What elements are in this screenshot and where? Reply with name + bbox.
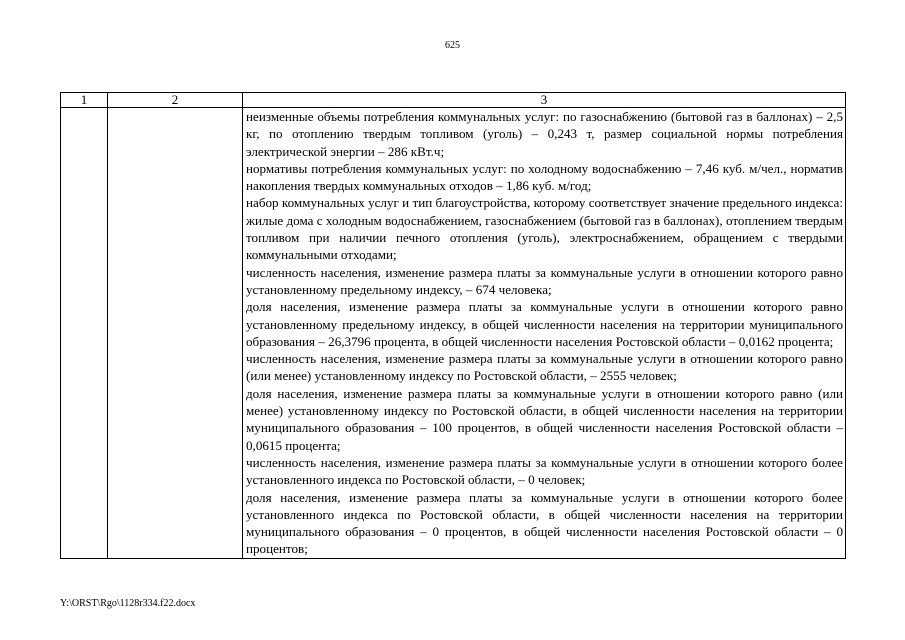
paragraph-population-more: численность населения, изменение размера платы за коммунальные услуги в отношении которого более установленного индекса по Ростовской области, – 0 человек;: [246, 454, 843, 488]
table-row: [61, 108, 846, 559]
footer-file-path: Y:\ORST\Rgo\1128r334.f22.docx: [60, 598, 196, 609]
column-header-3: 3: [243, 93, 846, 108]
paragraph-population-equal: численность населения, изменение размера платы за коммунальные услуги в отношении которого равно установленному предельному индексу, – 674 человека;: [246, 264, 843, 297]
paragraph-share-less: доля населения, изменение размера платы за коммунальные услуги в отношении которого равно (или менее) установленному индексу по Ростовской области, в общей численности населения на территории муниципального образования – 100 процентов, в общей численности населения Ростовской области – 0,0615 процента;: [246, 385, 843, 453]
page-number: 625: [445, 40, 460, 51]
paragraph-consumption-volumes: неизменные объемы потребления коммунальных услуг: по газоснабжению (бытовой газ в баллонах) – 2,5 кг, по отоплению твердым топливом (уголь) – 0,243 т, размер социальной нормы потребления электрической энергии – 286 кВт.ч;: [246, 109, 843, 159]
paragraph-population-less: численность населения, изменение размера платы за коммунальные услуги в отношении которого равно (или менее) установленному индексу по Ростовской области, – 2555 человек;: [246, 351, 843, 384]
paragraph-consumption-norms: нормативы потребления коммунальных услуг: по холодному водоснабжению – 7,46 куб. м/чел., норматив накопления твердых коммунальных отходов – 1,86 куб. м/год;: [246, 160, 843, 194]
column-2-cell: [108, 108, 243, 559]
column-header-2: 2: [108, 93, 243, 108]
paragraph-services-set: набор коммунальных услуг и тип благоустройства, которому соответствует значение предельного индекса: жилые дома с холодным водоснабжением, газоснабжением (бытовой газ в баллонах), отоплением твердым топливом при наличии печного отопления (уголь), электроснабжением, обращением с твердыми коммунальными отходами;: [246, 195, 843, 263]
paragraph-share-equal: доля населения, изменение размера платы за коммунальные услуги в отношении которого равно установленному предельному индексу, в общей численности населения на территории муниципального образования – 26,3796 процента, в общей численности населения Ростовской области – 0,0162 процента;: [246, 299, 843, 349]
table-header-row: [61, 93, 846, 108]
column-1-cell: [61, 108, 108, 559]
column-header-1: 1: [61, 93, 108, 108]
paragraph-share-more: доля населения, изменение размера платы за коммунальные услуги в отношении которого более установленного индекса по Ростовской области, в общей численности населения на территории муниципального образования – 0 процентов, в общей численности населения Ростовской области – 0 процентов;: [246, 489, 843, 557]
column-3-cell: [243, 108, 846, 559]
document-table: [60, 92, 846, 559]
